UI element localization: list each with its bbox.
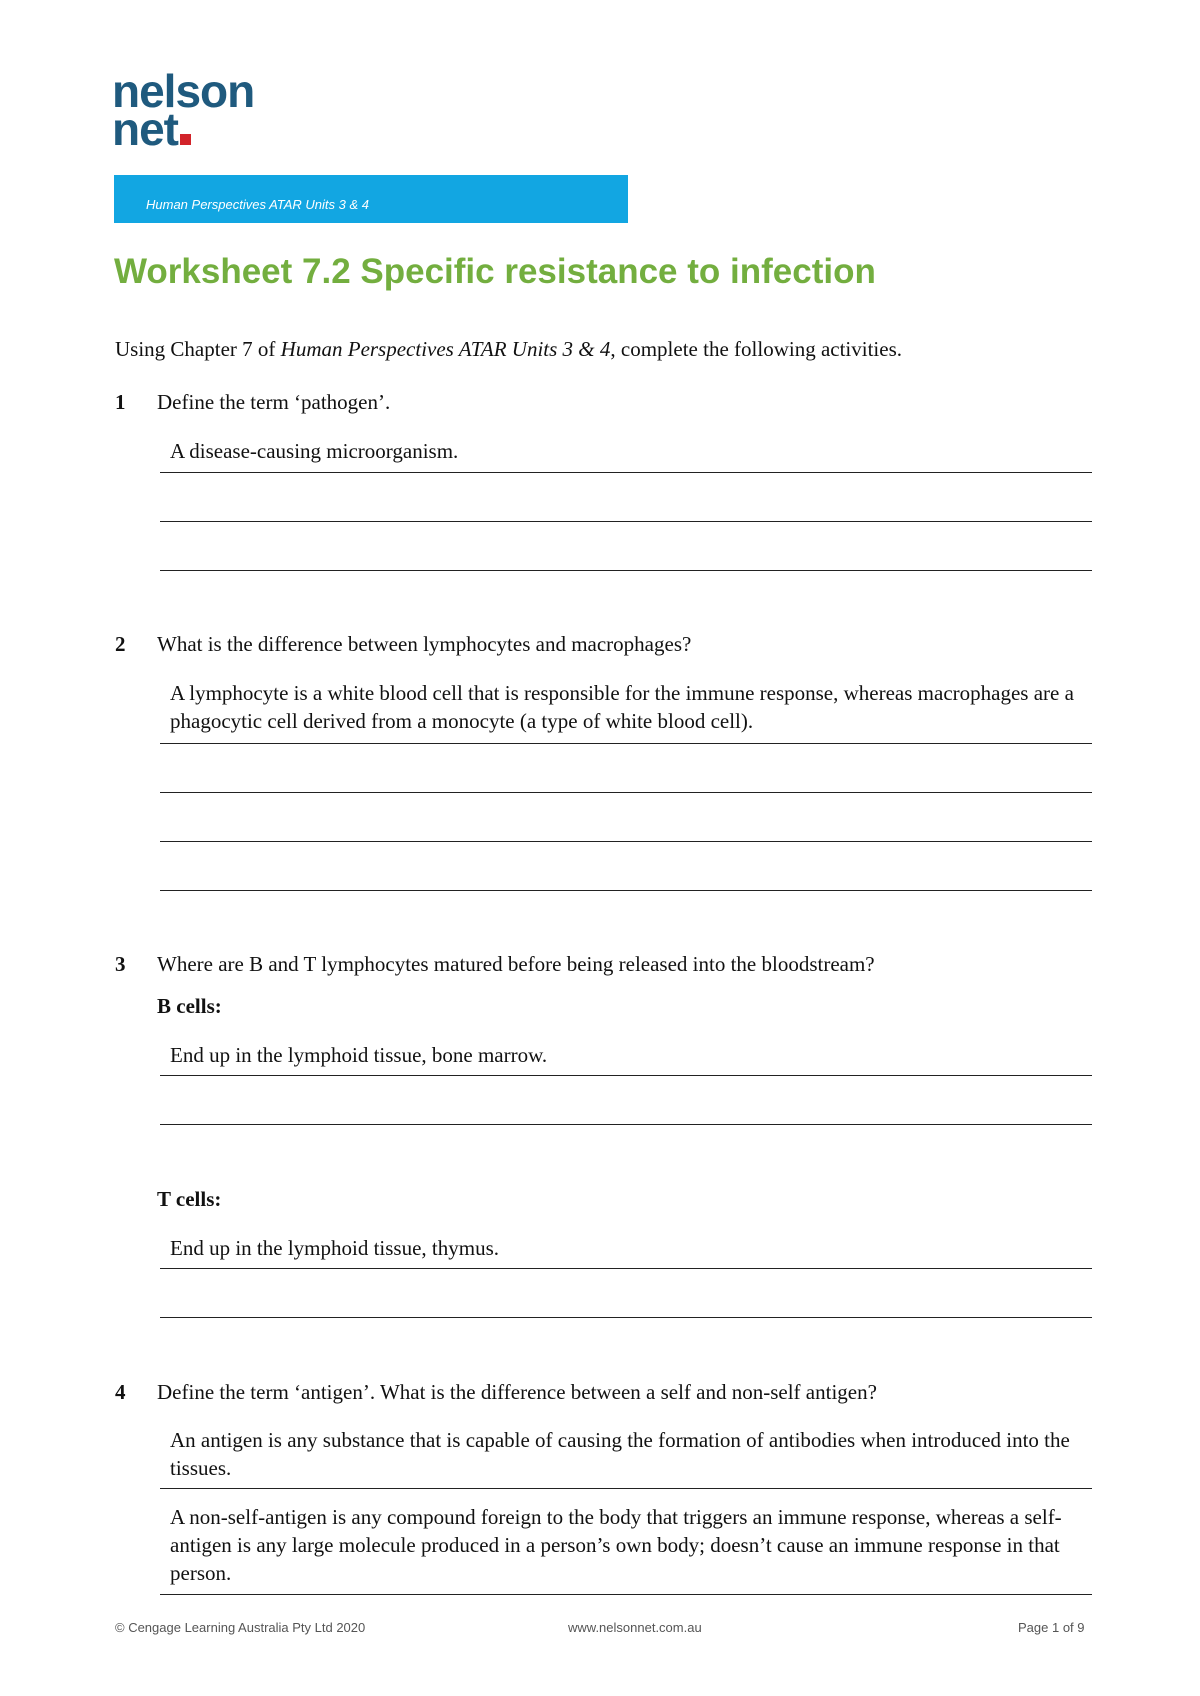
t-cells-label: T cells: (157, 1187, 222, 1211)
intro-suffix: , complete the following activities. (610, 337, 902, 361)
answer-line (160, 1488, 1092, 1489)
question-number: 1 (115, 390, 126, 414)
course-banner (114, 175, 628, 223)
footer-website: www.nelsonnet.com.au (568, 1620, 702, 1635)
intro-book-title: Human Perspectives ATAR Units 3 & 4 (280, 337, 611, 361)
answer-text: An antigen is any substance that is capable of causing the formation of antibodies when introduced into the tissues. (170, 1428, 1070, 1480)
answer-text: A non-self-antigen is any compound foreign to the body that triggers an immune response, whereas a self-antigen is any large molecule produced in a person’s own body; doesn’t cause an immune response in that person. (170, 1505, 1062, 1585)
question-text: Define the term ‘pathogen’. (157, 390, 391, 414)
b-cells-label: B cells: (157, 994, 222, 1018)
answer-line (160, 1317, 1092, 1318)
answer-line (160, 890, 1092, 891)
answer-line (160, 841, 1092, 842)
answer-text: End up in the lymphoid tissue, thymus. (170, 1236, 499, 1260)
footer-copyright: © Cengage Learning Australia Pty Ltd 2020 (115, 1620, 366, 1635)
question-text: What is the difference between lymphocytes and macrophages? (157, 632, 692, 656)
answer-text: A lymphocyte is a white blood cell that is responsible for the immune response, whereas macrophages are a phagocytic cell derived from a monocyte (a type of white blood cell). (170, 681, 1074, 733)
answer-line (160, 1594, 1092, 1595)
worksheet-title: Worksheet 7.2 Specific resistance to infection (114, 252, 876, 291)
question-number: 3 (115, 952, 126, 976)
logo-text-line1: nelson (112, 65, 255, 117)
question-text: Where are B and T lymphocytes matured before being released into the bloodstream? (157, 952, 875, 976)
answer-line (160, 570, 1092, 571)
banner-text: Human Perspectives ATAR Units 3 & 4 (146, 197, 370, 212)
logo-red-dot (180, 134, 191, 145)
question-number: 4 (115, 1380, 126, 1404)
intro-instructions (115, 337, 902, 362)
answer-line (160, 792, 1092, 793)
answer-text: A disease-causing microorganism. (170, 439, 459, 463)
answer-line (160, 1268, 1092, 1269)
intro-prefix: Using Chapter 7 of (115, 337, 281, 361)
answer-text: End up in the lymphoid tissue, bone marrow. (170, 1043, 548, 1067)
answer-line (160, 521, 1092, 522)
logo-text-line2: net (112, 110, 254, 148)
answer-line (160, 472, 1092, 473)
answer-line (160, 1124, 1092, 1125)
answer-line (160, 743, 1092, 744)
question-text: Define the term ‘antigen’. What is the difference between a self and non-self antigen? (157, 1380, 877, 1404)
nelsonnet-logo (112, 65, 255, 155)
footer-page-number: Page 1 of 9 (1018, 1620, 1085, 1635)
question-number: 2 (115, 632, 126, 656)
answer-line (160, 1075, 1092, 1076)
